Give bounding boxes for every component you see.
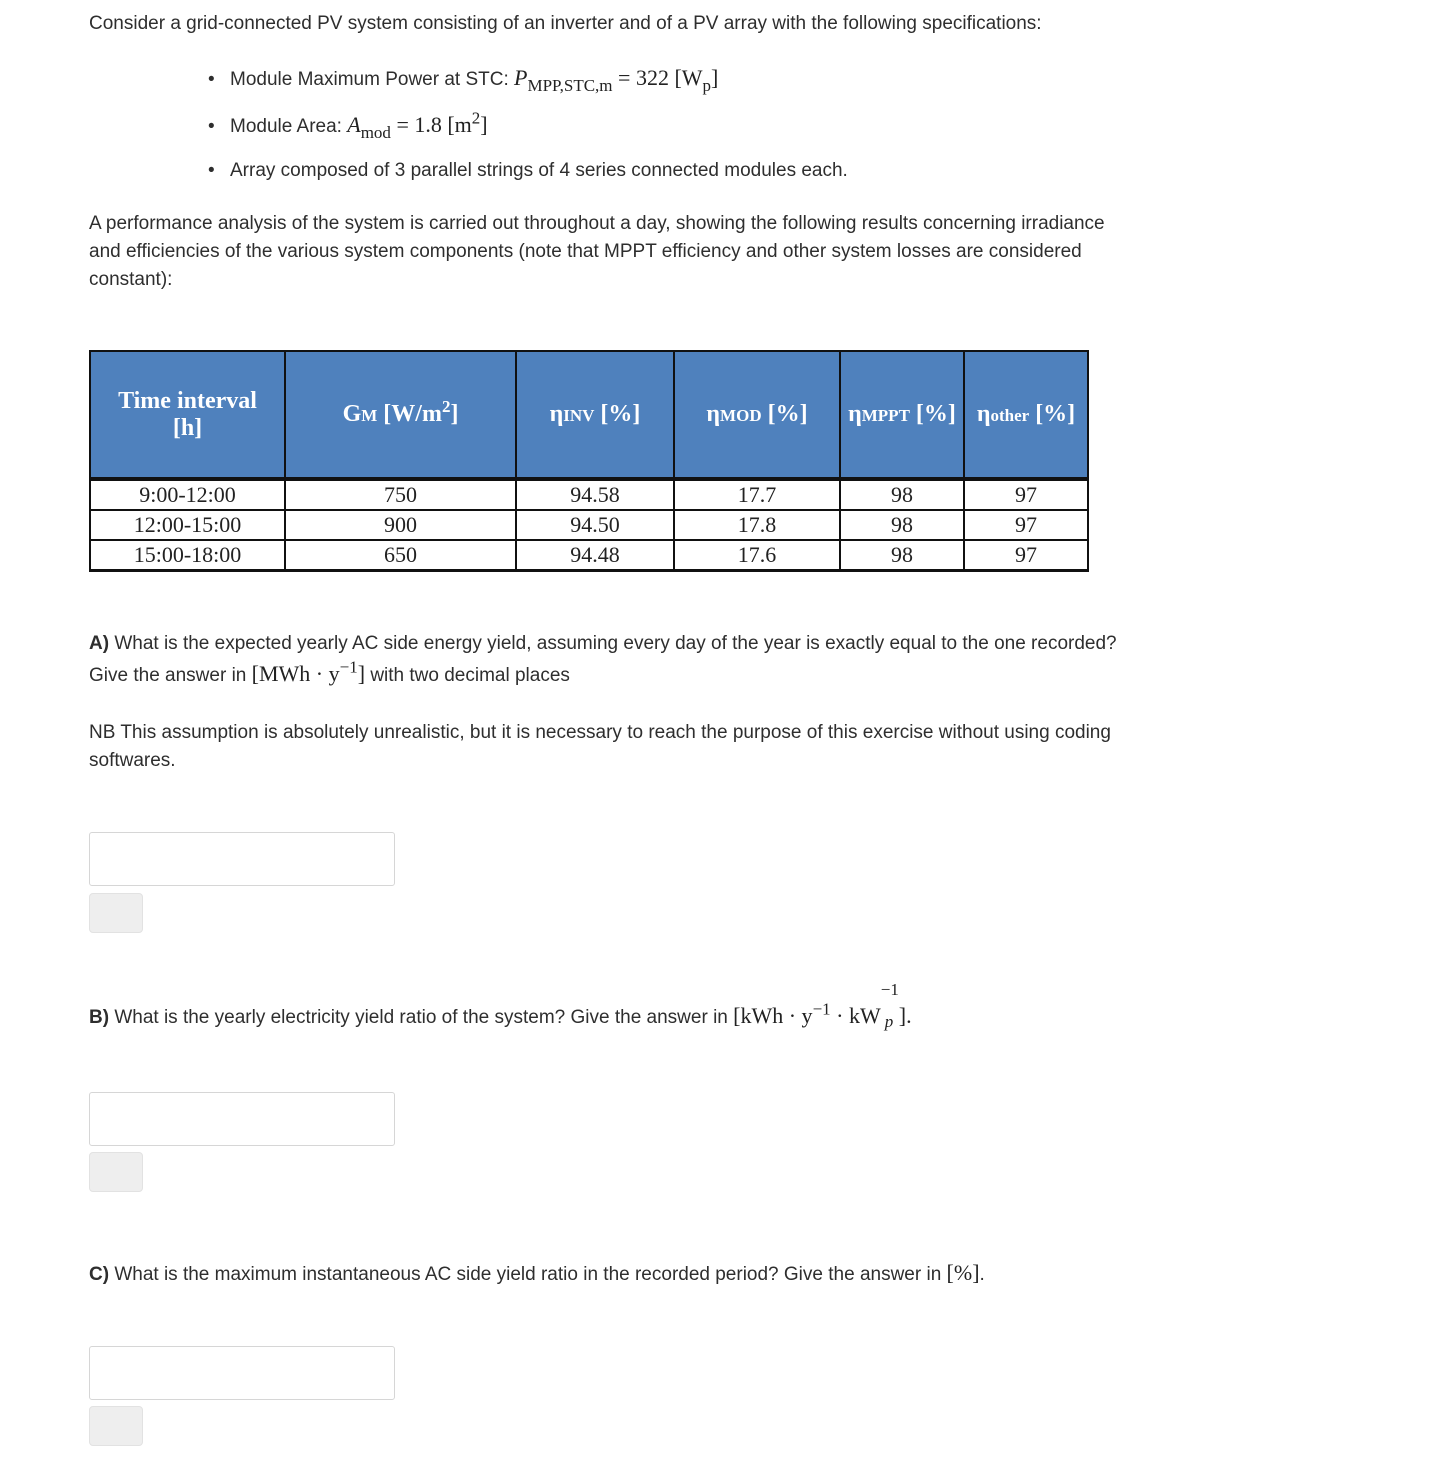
nb-line-2: softwares. [89, 750, 176, 771]
submit-c-button[interactable] [89, 1406, 143, 1446]
answer-a-input[interactable] [89, 832, 395, 886]
performance-table [89, 350, 1089, 572]
table-cell: 650 [285, 540, 516, 571]
spec-item-array: • Array composed of 3 parallel strings of 4 series connected modules each. [208, 157, 848, 185]
table-cell: 98 [840, 540, 964, 571]
table-cell: 97 [964, 479, 1088, 510]
header-time-interval: Time interval [h] [90, 351, 285, 479]
table-cell: 750 [285, 479, 516, 510]
question-a-line-2: Give the answer in $[MWh \cdot y^{-1}]$ with two decimal places [89, 657, 570, 686]
table-cell: 94.48 [516, 540, 674, 571]
submit-b-button[interactable] [89, 1152, 143, 1192]
table-cell: 17.7 [674, 479, 840, 510]
header-eta-other: ηother [%] [964, 351, 1088, 479]
header-eta-mod: ηMOD [%] [674, 351, 840, 479]
table-cell: 12:00-15:00 [90, 510, 285, 540]
table-cell: 98 [840, 510, 964, 540]
table-cell: 94.50 [516, 510, 674, 540]
answer-c-input[interactable] [89, 1346, 395, 1400]
table-row [90, 479, 1088, 510]
analysis-line-2: and efficiencies of the various system components (note that MPPT efficiency and other system losses are considered [89, 241, 1082, 262]
header-eta-inv: ηINV [%] [516, 351, 674, 479]
header-eta-mppt: ηMPPT [%] [840, 351, 964, 479]
answer-b-input[interactable] [89, 1092, 395, 1146]
submit-a-button[interactable] [89, 893, 143, 933]
table-cell: 900 [285, 510, 516, 540]
table-cell: 17.8 [674, 510, 840, 540]
table-cell: 97 [964, 540, 1088, 571]
bullet-icon: • [208, 116, 215, 137]
table-cell: 94.58 [516, 479, 674, 510]
analysis-line-1: A performance analysis of the system is carried out throughout a day, showing the following results concerning irradiance [89, 213, 1105, 234]
question-b: B) What is the yearly electricity yield ratio of the system? Give the answer in [$kWh \cdot y^{-1}$ · kW −1 p ]. [89, 980, 912, 1031]
table-cell: 9:00-12:00 [90, 479, 285, 510]
table-cell: 98 [840, 479, 964, 510]
nb-line-1: NB This assumption is absolutely unrealistic, but it is necessary to reach the purpose of this exercise without using coding [89, 722, 1111, 743]
table-row [90, 540, 1088, 571]
bullet-icon: • [208, 69, 215, 90]
spec-item-power: • Module Maximum Power at STC: $P_{MPP,STC,m} = 322$ $[W_p]$ [208, 65, 719, 95]
table-cell: 97 [964, 510, 1088, 540]
table-header-row [90, 351, 1088, 479]
bullet-icon: • [208, 160, 215, 181]
table-row [90, 510, 1088, 540]
table-cell: 15:00-18:00 [90, 540, 285, 571]
question-c: C) What is the maximum instantaneous AC side yield ratio in the recorded period? Give the answer in [%]. [89, 1260, 985, 1285]
analysis-line-3: constant): [89, 269, 173, 290]
table-cell: 17.6 [674, 540, 840, 571]
question-a-line-1: A) What is the expected yearly AC side energy yield, assuming every day of the year is exactly equal to the one recorded? [89, 633, 1117, 654]
header-irradiance: GM $[W/m^2]$ [285, 351, 516, 479]
intro-text: Consider a grid-connected PV system consisting of an inverter and of a PV array with the following specifications: [89, 13, 1042, 34]
spec-item-area: • Module Area: $A_{mod} = 1.8$ $[m^2]$ [208, 108, 488, 142]
